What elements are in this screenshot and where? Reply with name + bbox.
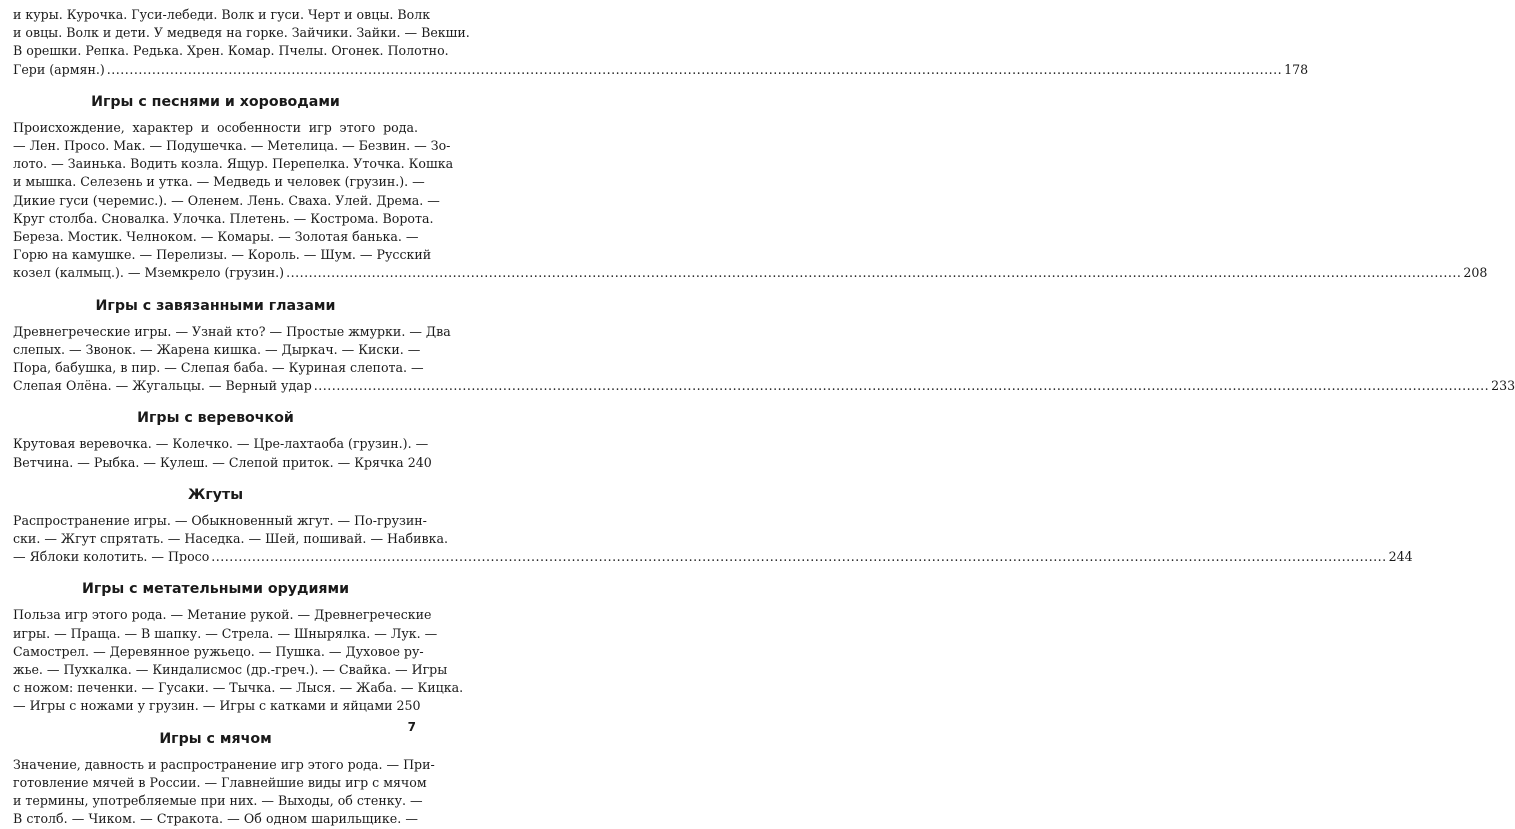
toc-line: и термины, употребляемые при них. — Выходы, об стенку. — (13, 793, 423, 809)
dot-leader (314, 377, 1489, 395)
section-title: Игры с метательными орудиями (81, 581, 350, 598)
toc-line: Гери (армян.) (13, 61, 105, 77)
toc-line: Самострел. — Деревянное ружьецо. — Пушка. — Духовое ру- (13, 643, 424, 659)
toc-entry (13, 512, 1413, 567)
toc-line-with-page (13, 548, 1413, 566)
toc-line: слепых. — Звонок. — Жарена кишка. — Дыркач. — Киски. — (13, 341, 421, 357)
section-title: Жгуты (187, 486, 244, 503)
page-number: 244 (1388, 549, 1413, 565)
toc-line: Происхождение, характер и особенности игр этого рода. (13, 119, 418, 135)
dot-leader (286, 264, 1461, 282)
toc-entry (13, 323, 1515, 396)
toc-line: — Яблоки колотить. — Просо (13, 549, 210, 565)
toc-line: Круг столба. Сновалка. Улочка. Плетень. — Кострома. Ворота. (13, 210, 434, 226)
toc-line: готовление мячей в России. — Главнейшие виды игр с мячом (13, 774, 427, 790)
page-number: 250 (396, 698, 421, 714)
toc-line: с ножом: печенки. — Гусаки. — Тычка. — Лыся. — Жаба. — Кицка. (13, 680, 464, 696)
section-title: Игры с завязанными глазами (95, 297, 336, 314)
toc-line: и овцы. Волк и дети. У медведя на горке. Зайчики. Зайки. — Векши. (13, 25, 470, 41)
toc-line: Ветчина. — Рыбка. — Кулеш. — Слепой приток. — Крячка (13, 454, 404, 470)
toc-line-with-page (13, 697, 421, 715)
toc-line: козел (калмыц.). — Мземкрело (грузин.) (13, 265, 285, 281)
dot-leader (107, 61, 1282, 79)
toc-line-with-page (13, 61, 1309, 79)
toc-line-with-page (13, 454, 432, 472)
toc-line: и мышка. Селезень и утка. — Медведь и человек (грузин.). — (13, 174, 425, 190)
toc-line-with-page (13, 264, 1488, 282)
toc-entry (13, 606, 464, 715)
toc-entry (13, 435, 432, 471)
toc-line: Слепая Олёна. — Жугальцы. — Верный удар (13, 378, 312, 394)
toc-entry (13, 756, 435, 829)
toc-line: В орешки. Репка. Редька. Хрен. Комар. Пчелы. Огонек. Полотно. (13, 43, 449, 59)
page-number: 240 (407, 454, 432, 470)
toc-line: Древнегреческие игры. — Узнай кто? — Простые жмурки. — Два (13, 323, 451, 339)
toc-line: ски. — Жгут спрятать. — Наседка. — Шей, пошивай. — Набивка. (13, 531, 448, 547)
toc-line: жье. — Пухкалка. — Киндалисмос (др.-греч.). — Свайка. — Игры (13, 662, 448, 678)
page-number: 233 (1491, 378, 1515, 394)
dot-leader (211, 548, 1386, 566)
section-title: Игры с мячом (159, 730, 272, 747)
toc-line: — Лен. Просо. Мак. — Подушечка. — Метелица. — Безвин. — Зо- (13, 138, 451, 154)
toc-line-with-page (13, 377, 1515, 395)
section-title: Игры с песнями и хороводами (91, 93, 340, 110)
section-title: Игры с веревочкой (137, 410, 294, 427)
page-number: 208 (1463, 265, 1488, 281)
toc-line: Дикие гуси (черемис.). — Оленем. Лень. Сваха. Улей. Дрема. — (13, 192, 440, 208)
toc-line: и куры. Курочка. Гуси-лебеди. Волк и гуси. Черт и овцы. Волк (13, 7, 431, 22)
toc-line: — Игры с ножами у грузин. — Игры с катками и яйцами (13, 698, 393, 714)
toc-line: Крутовая веревочка. — Колечко. — Цре-лахтаоба (грузин.). — (13, 436, 429, 452)
toc-line: Распространение игры. — Обыкновенный жгут. — По-грузин- (13, 512, 427, 528)
page-number: 178 (1284, 61, 1309, 77)
toc-line: игры. — Праща. — В шапку. — Стрела. — Шнырялка. — Лук. — (13, 625, 438, 641)
toc-line: Пора, бабушка, в пир. — Слепая баба. — Куриная слепота. — (13, 360, 424, 376)
toc-line: Значение, давность и распространение игр этого рода. — При- (13, 756, 435, 772)
toc-line: лото. — Заинька. Водить козла. Ящур. Перепелка. Уточка. Кошка (13, 156, 454, 172)
toc-line: Польза игр этого рода. — Метание рукой. — Древнегреческие (13, 607, 432, 623)
toc-line: Горю на камушке. — Перелизы. — Король. — Шум. — Русский (13, 247, 432, 263)
toc-entry (13, 119, 1488, 283)
toc-entry-intro (13, 6, 1309, 79)
toc-line: Береза. Мостик. Челноком. — Комары. — Золотая банька. — (13, 229, 419, 245)
toc-line: В столб. — Чиком. — Стракота. — Об одном шарильщике. — (13, 811, 418, 827)
folio-page-number: 7 (407, 720, 416, 734)
